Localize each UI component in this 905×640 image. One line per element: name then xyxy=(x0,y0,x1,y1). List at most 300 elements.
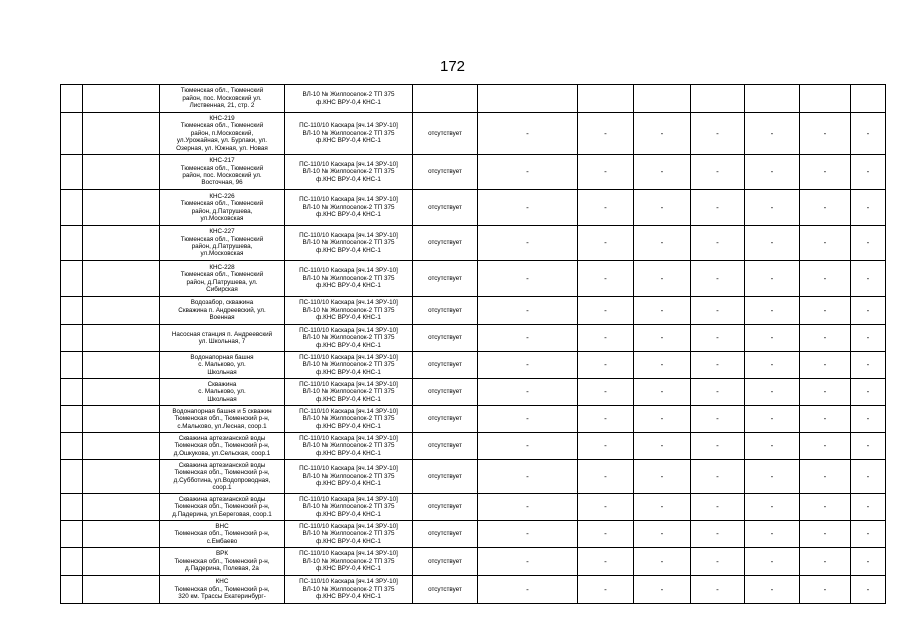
value-cell: - xyxy=(800,325,851,352)
value-cell xyxy=(634,85,691,113)
value-cell: - xyxy=(578,352,634,379)
power-source-cell xyxy=(285,494,413,521)
power-source-line: ПС-110/10 Каскара [яч.14 ЗРУ-10] xyxy=(299,434,398,442)
value-cell: - xyxy=(745,352,800,379)
document-table xyxy=(60,84,886,604)
object-address-cell xyxy=(160,85,285,113)
object-address-cell xyxy=(160,190,285,226)
object-address-line: ВРК xyxy=(215,550,229,558)
value-cell: - xyxy=(634,494,691,521)
power-source-line: ПС-110/10 Каскара [яч.14 ЗРУ-10] xyxy=(299,380,398,388)
value-cell: - xyxy=(578,494,634,521)
object-address-line: д.Субботина, ул.Водопроводная, xyxy=(173,476,271,484)
object-address-line: Тюменская обл., Тюменский xyxy=(180,200,264,208)
value-cell: - xyxy=(478,226,578,261)
category-cell xyxy=(83,494,160,521)
value-cell: - xyxy=(800,155,851,190)
object-address-cell xyxy=(160,352,285,379)
power-source-line: ПС-110/10 Каскара [яч.14 ЗРУ-10] xyxy=(299,578,398,586)
object-address-line: Тюменская обл., Тюменский xyxy=(180,87,264,95)
power-source-line: ПС-110/10 Каскара [яч.14 ЗРУ-10] xyxy=(299,160,398,168)
object-address-line: Тюменская обл., Тюменский р-н, xyxy=(174,585,270,593)
value-cell: - xyxy=(634,226,691,261)
value-cell xyxy=(745,85,800,113)
value-cell: - xyxy=(800,226,851,261)
table-row xyxy=(61,521,886,548)
object-address-line: район, пос. Московский ул. xyxy=(182,94,262,102)
object-address-line: ул.Московская xyxy=(200,214,244,222)
power-source-cell xyxy=(285,85,413,113)
value-cell: - xyxy=(478,261,578,297)
value-cell: - xyxy=(634,352,691,379)
value-cell: - xyxy=(478,113,578,155)
object-address-cell xyxy=(160,576,285,604)
value-cell: - xyxy=(478,325,578,352)
object-address-line: 320 км. Трассы Екатеринбург- xyxy=(178,593,266,601)
value-cell: - xyxy=(691,576,745,604)
power-source-line: ф.КНС ВРУ-0,4 КНС-1 xyxy=(316,510,381,518)
object-address-cell xyxy=(160,261,285,297)
row-number-cell xyxy=(61,85,83,113)
table-row xyxy=(61,433,886,460)
row-number-cell xyxy=(61,352,83,379)
row-number-cell xyxy=(61,379,83,406)
power-source-cell xyxy=(285,460,413,494)
object-address-line: район, д.Патрушева, xyxy=(191,207,253,215)
object-address-cell xyxy=(160,226,285,261)
power-source-line: ВЛ-10 № Жилпоселок-2 ТП 375 xyxy=(302,415,395,423)
object-address-line: Тюменская обл., Тюменский xyxy=(180,235,264,243)
value-cell: - xyxy=(634,548,691,576)
object-address-line: Тюменская обл., Тюменский р-н, xyxy=(174,503,270,511)
value-cell: - xyxy=(745,155,800,190)
value-cell: - xyxy=(578,548,634,576)
status-cell: отсутствует xyxy=(413,352,478,379)
status-cell: отсутствует xyxy=(413,190,478,226)
power-source-line: ф.КНС ВРУ-0,4 КНС-1 xyxy=(316,449,381,457)
power-source-line: ф.КНС ВРУ-0,4 КНС-1 xyxy=(316,368,381,376)
row-number-cell xyxy=(61,494,83,521)
value-cell: - xyxy=(691,261,745,297)
value-cell xyxy=(691,85,745,113)
power-source-line: ф.КНС ВРУ-0,4 КНС-1 xyxy=(316,175,381,183)
value-cell: - xyxy=(851,379,886,406)
power-source-line: ПС-110/10 Каскара [яч.14 ЗРУ-10] xyxy=(299,122,398,130)
category-cell xyxy=(83,576,160,604)
value-cell: - xyxy=(578,576,634,604)
object-address-line: Скважина артезианской воды xyxy=(178,434,266,442)
value-cell: - xyxy=(691,325,745,352)
power-source-line: ВЛ-10 № Жилпоселок-2 ТП 375 xyxy=(302,585,395,593)
value-cell: - xyxy=(691,226,745,261)
value-cell: - xyxy=(578,406,634,433)
value-cell: - xyxy=(478,521,578,548)
value-cell: - xyxy=(691,406,745,433)
value-cell: - xyxy=(745,548,800,576)
page-number: 172 xyxy=(439,58,466,75)
power-source-line: ВЛ-10 № Жилпоселок-2 ТП 375 xyxy=(302,361,395,369)
status-cell: отсутствует xyxy=(413,379,478,406)
power-source-line: ПС-110/10 Каскара [яч.14 ЗРУ-10] xyxy=(299,495,398,503)
table-row xyxy=(61,460,886,494)
value-cell: - xyxy=(478,460,578,494)
row-number-cell xyxy=(61,113,83,155)
value-cell: - xyxy=(851,113,886,155)
object-address-cell xyxy=(160,521,285,548)
value-cell: - xyxy=(691,433,745,460)
value-cell: - xyxy=(800,297,851,325)
value-cell: - xyxy=(745,521,800,548)
object-address-line: ул.Урожайная, ул. Бурлаки, ул. xyxy=(176,137,268,145)
value-cell: - xyxy=(578,155,634,190)
value-cell: - xyxy=(478,433,578,460)
power-source-line: ПС-110/10 Каскара [яч.14 ЗРУ-10] xyxy=(299,353,398,361)
value-cell: - xyxy=(851,325,886,352)
category-cell xyxy=(83,406,160,433)
object-address-line: Тюменская обл., Тюменский р-н, xyxy=(174,557,270,565)
object-address-cell xyxy=(160,379,285,406)
power-source-cell xyxy=(285,297,413,325)
category-cell xyxy=(83,379,160,406)
value-cell: - xyxy=(851,352,886,379)
category-cell xyxy=(83,521,160,548)
power-source-line: ПС-110/10 Каскара [яч.14 ЗРУ-10] xyxy=(299,267,398,275)
category-cell xyxy=(83,297,160,325)
power-source-line: ПС-110/10 Каскара [яч.14 ЗРУ-10] xyxy=(299,299,398,307)
power-source-cell xyxy=(285,155,413,190)
power-source-line: ВЛ-10 № Жилпоселок-2 ТП 375 xyxy=(302,557,395,565)
status-cell: отсутствует xyxy=(413,226,478,261)
value-cell xyxy=(578,85,634,113)
power-source-cell xyxy=(285,576,413,604)
object-address-cell xyxy=(160,433,285,460)
status-cell: отсутствует xyxy=(413,297,478,325)
power-source-cell xyxy=(285,433,413,460)
value-cell: - xyxy=(745,190,800,226)
value-cell: - xyxy=(851,297,886,325)
value-cell: - xyxy=(634,297,691,325)
category-cell xyxy=(83,261,160,297)
value-cell: - xyxy=(745,576,800,604)
object-address-line: Тюменская обл., Тюменский xyxy=(180,122,264,130)
value-cell: - xyxy=(478,297,578,325)
value-cell: - xyxy=(634,576,691,604)
object-address-cell xyxy=(160,406,285,433)
object-address-line: с. Мальково, ул. xyxy=(198,388,246,396)
value-cell: - xyxy=(800,113,851,155)
power-source-line: ПС-110/10 Каскара [яч.14 ЗРУ-10] xyxy=(299,465,398,473)
power-source-cell xyxy=(285,226,413,261)
value-cell: - xyxy=(634,113,691,155)
value-cell: - xyxy=(578,190,634,226)
value-cell: - xyxy=(851,548,886,576)
value-cell xyxy=(478,85,578,113)
status-cell: отсутствует xyxy=(413,548,478,576)
value-cell: - xyxy=(634,406,691,433)
value-cell: - xyxy=(745,379,800,406)
power-source-line: ф.КНС ВРУ-0,4 КНС-1 xyxy=(316,341,381,349)
power-source-cell xyxy=(285,190,413,226)
value-cell: - xyxy=(478,155,578,190)
value-cell: - xyxy=(851,190,886,226)
value-cell: - xyxy=(478,548,578,576)
status-cell: отсутствует xyxy=(413,576,478,604)
object-address-cell xyxy=(160,113,285,155)
category-cell xyxy=(83,113,160,155)
category-cell xyxy=(83,190,160,226)
value-cell: - xyxy=(691,297,745,325)
value-cell: - xyxy=(478,406,578,433)
value-cell: - xyxy=(578,261,634,297)
category-cell xyxy=(83,226,160,261)
value-cell: - xyxy=(691,155,745,190)
value-cell: - xyxy=(745,297,800,325)
object-address-line: Тюменская обл., Тюменский xyxy=(180,164,264,172)
power-source-line: ВЛ-10 № Жилпоселок-2 ТП 375 xyxy=(302,91,395,99)
value-cell: - xyxy=(851,576,886,604)
object-address-line: Тюменская обл., Тюменский р-н, xyxy=(174,469,270,477)
power-source-line: ф.КНС ВРУ-0,4 КНС-1 xyxy=(316,211,381,219)
object-address-line: Скважина xyxy=(207,380,237,388)
object-address-line: д.Ошкукова, ул.Сельская, соор.1 xyxy=(173,449,271,457)
row-number-cell xyxy=(61,155,83,190)
power-source-line: ф.КНС ВРУ-0,4 КНС-1 xyxy=(316,537,381,545)
value-cell: - xyxy=(851,433,886,460)
table-row xyxy=(61,548,886,576)
value-cell: - xyxy=(851,494,886,521)
value-cell: - xyxy=(800,576,851,604)
object-address-line: Скважина артезианской воды xyxy=(178,495,266,503)
table-row xyxy=(61,494,886,521)
power-source-line: ПС-110/10 Каскара [яч.14 ЗРУ-10] xyxy=(299,326,398,334)
object-address-line: ВНС xyxy=(215,522,229,530)
power-source-line: ВЛ-10 № Жилпоселок-2 ТП 375 xyxy=(302,442,395,450)
power-source-line: ПС-110/10 Каскара [яч.14 ЗРУ-10] xyxy=(299,231,398,239)
power-source-cell xyxy=(285,261,413,297)
value-cell: - xyxy=(634,261,691,297)
power-source-line: ф.КНС ВРУ-0,4 КНС-1 xyxy=(316,246,381,254)
value-cell xyxy=(800,85,851,113)
status-cell: отсутствует xyxy=(413,521,478,548)
value-cell: - xyxy=(691,379,745,406)
power-source-line: ВЛ-10 № Жилпоселок-2 ТП 375 xyxy=(302,306,395,314)
power-source-line: ПС-110/10 Каскара [яч.14 ЗРУ-10] xyxy=(299,522,398,530)
value-cell: - xyxy=(634,433,691,460)
table-row xyxy=(61,190,886,226)
value-cell: - xyxy=(851,155,886,190)
power-source-line: ВЛ-10 № Жилпоселок-2 ТП 375 xyxy=(302,503,395,511)
object-address-line: Водонапорная башня xyxy=(190,353,254,361)
value-cell: - xyxy=(578,379,634,406)
row-number-cell xyxy=(61,325,83,352)
value-cell: - xyxy=(745,433,800,460)
power-source-line: ф.КНС ВРУ-0,4 КНС-1 xyxy=(316,314,381,322)
value-cell: - xyxy=(691,190,745,226)
power-source-cell xyxy=(285,521,413,548)
object-address-line: Школьная xyxy=(207,368,237,376)
value-cell: - xyxy=(691,521,745,548)
power-source-line: ВЛ-10 № Жилпоселок-2 ТП 375 xyxy=(302,530,395,538)
power-source-line: ПС-110/10 Каскара [яч.14 ЗРУ-10] xyxy=(299,196,398,204)
value-cell: - xyxy=(578,521,634,548)
object-address-line: КНС-217 xyxy=(209,157,235,165)
status-cell: отсутствует xyxy=(413,494,478,521)
value-cell: - xyxy=(851,406,886,433)
object-address-line: район, д.Патрушева, xyxy=(191,243,253,250)
row-number-cell xyxy=(61,521,83,548)
object-address-line: Насосная станция п. Андреевский xyxy=(171,330,273,338)
status-cell: отсутствует xyxy=(413,460,478,494)
value-cell: - xyxy=(800,261,851,297)
object-address-line: КНС-227 xyxy=(209,228,235,236)
object-address-line: Тюменская обл., Тюменский xyxy=(180,271,264,279)
value-cell: - xyxy=(800,190,851,226)
object-address-line: Тюменская обл., Тюменский р-н, xyxy=(174,530,270,538)
table-row xyxy=(61,261,886,297)
row-number-cell xyxy=(61,226,83,261)
row-number-cell xyxy=(61,261,83,297)
object-address-cell xyxy=(160,548,285,576)
power-source-line: ПС-110/10 Каскара [яч.14 ЗРУ-10] xyxy=(299,550,398,558)
row-number-cell xyxy=(61,576,83,604)
table-row xyxy=(61,297,886,325)
object-address-line: Водозабор, скважина xyxy=(190,299,254,307)
category-cell xyxy=(83,352,160,379)
object-address-line: соор.1 xyxy=(212,483,232,491)
table-row xyxy=(61,406,886,433)
power-source-line: ВЛ-10 № Жилпоселок-2 ТП 375 xyxy=(302,274,395,282)
power-source-line: ф.КНС ВРУ-0,4 КНС-1 xyxy=(316,98,381,106)
power-source-cell xyxy=(285,352,413,379)
value-cell: - xyxy=(691,113,745,155)
value-cell: - xyxy=(800,494,851,521)
object-address-line: район, пос. Московский ул. xyxy=(182,172,262,179)
object-address-line: ул. Школьная, 7 xyxy=(198,338,246,345)
table-row xyxy=(61,85,886,113)
object-address-line: КНС-228 xyxy=(209,263,235,271)
value-cell: - xyxy=(691,494,745,521)
object-address-line: Тюменская обл., Тюменский р-н, xyxy=(174,415,270,423)
value-cell: - xyxy=(851,460,886,494)
value-cell: - xyxy=(800,521,851,548)
category-cell xyxy=(83,85,160,113)
object-address-line: Восточная, 96 xyxy=(201,179,243,187)
power-source-cell xyxy=(285,548,413,576)
power-source-line: ф.КНС ВРУ-0,4 КНС-1 xyxy=(316,137,381,145)
object-address-cell xyxy=(160,325,285,352)
status-cell: отсутствует xyxy=(413,155,478,190)
object-address-cell xyxy=(160,155,285,190)
category-cell xyxy=(83,325,160,352)
value-cell: - xyxy=(634,325,691,352)
object-address-line: Озерная, ул. Южная, ул. Новая xyxy=(176,144,268,152)
value-cell: - xyxy=(745,261,800,297)
table-body xyxy=(61,85,886,604)
power-source-cell xyxy=(285,379,413,406)
object-address-line: КНС xyxy=(215,578,229,586)
power-source-line: ф.КНС ВРУ-0,4 КНС-1 xyxy=(316,422,381,430)
value-cell: - xyxy=(478,190,578,226)
value-cell: - xyxy=(745,494,800,521)
value-cell: - xyxy=(800,548,851,576)
category-cell xyxy=(83,155,160,190)
table-row xyxy=(61,576,886,604)
category-cell xyxy=(83,548,160,576)
status-cell: отсутствует xyxy=(413,113,478,155)
value-cell: - xyxy=(478,379,578,406)
value-cell: - xyxy=(634,460,691,494)
object-address-line: Скважина артезианской воды xyxy=(178,461,266,469)
value-cell: - xyxy=(800,379,851,406)
object-address-cell xyxy=(160,460,285,494)
value-cell: - xyxy=(745,113,800,155)
value-cell: - xyxy=(800,433,851,460)
table-row xyxy=(61,352,886,379)
object-address-line: Лиственная, 21, стр. 2 xyxy=(189,102,255,110)
value-cell: - xyxy=(478,576,578,604)
power-source-line: ф.КНС ВРУ-0,4 КНС-1 xyxy=(316,395,381,403)
power-source-line: ф.КНС ВРУ-0,4 КНС-1 xyxy=(316,593,381,601)
value-cell: - xyxy=(578,226,634,261)
power-source-line: ВЛ-10 № Жилпоселок-2 ТП 375 xyxy=(302,129,395,137)
object-address-line: район, п.Московский, xyxy=(190,129,254,137)
value-cell: - xyxy=(634,379,691,406)
object-address-line: д.Падерина, Полевая, 2а xyxy=(185,565,259,573)
value-cell: - xyxy=(478,352,578,379)
value-cell: - xyxy=(634,155,691,190)
object-address-line: КНС-219 xyxy=(209,114,235,122)
value-cell: - xyxy=(800,460,851,494)
category-cell xyxy=(83,433,160,460)
power-source-line: ВЛ-10 № Жилпоселок-2 ТП 375 xyxy=(302,203,395,211)
object-address-line: Школьная xyxy=(207,395,237,403)
status-cell: отсутствует xyxy=(413,325,478,352)
value-cell: - xyxy=(745,325,800,352)
value-cell: - xyxy=(578,433,634,460)
value-cell: - xyxy=(691,548,745,576)
value-cell: - xyxy=(691,352,745,379)
value-cell: - xyxy=(745,406,800,433)
table-row xyxy=(61,325,886,352)
value-cell: - xyxy=(851,226,886,261)
value-cell: - xyxy=(851,261,886,297)
value-cell: - xyxy=(578,460,634,494)
power-source-line: ВЛ-10 № Жилпоселок-2 ТП 375 xyxy=(302,472,395,480)
row-number-cell xyxy=(61,548,83,576)
object-address-line: ул.Московская xyxy=(200,250,244,258)
table-row xyxy=(61,113,886,155)
value-cell: - xyxy=(578,325,634,352)
object-address-line: с.Мальково, ул.Лесная, соор.1 xyxy=(177,422,267,430)
power-source-line: ВЛ-10 № Жилпоселок-2 ТП 375 xyxy=(302,334,395,342)
power-source-line: ВЛ-10 № Жилпоселок-2 ТП 375 xyxy=(302,239,395,247)
object-address-cell xyxy=(160,297,285,325)
value-cell: - xyxy=(634,521,691,548)
power-source-cell xyxy=(285,325,413,352)
status-cell xyxy=(413,85,478,113)
value-cell: - xyxy=(800,406,851,433)
value-cell: - xyxy=(578,113,634,155)
status-cell: отсутствует xyxy=(413,433,478,460)
table-row xyxy=(61,226,886,261)
row-number-cell xyxy=(61,460,83,494)
object-address-line: КНС-226 xyxy=(209,192,235,200)
value-cell xyxy=(851,85,886,113)
object-address-cell xyxy=(160,494,285,521)
value-cell: - xyxy=(745,226,800,261)
power-source-line: ВЛ-10 № Жилпоселок-2 ТП 375 xyxy=(302,388,395,396)
object-address-line: с.Ембаево xyxy=(206,537,238,545)
